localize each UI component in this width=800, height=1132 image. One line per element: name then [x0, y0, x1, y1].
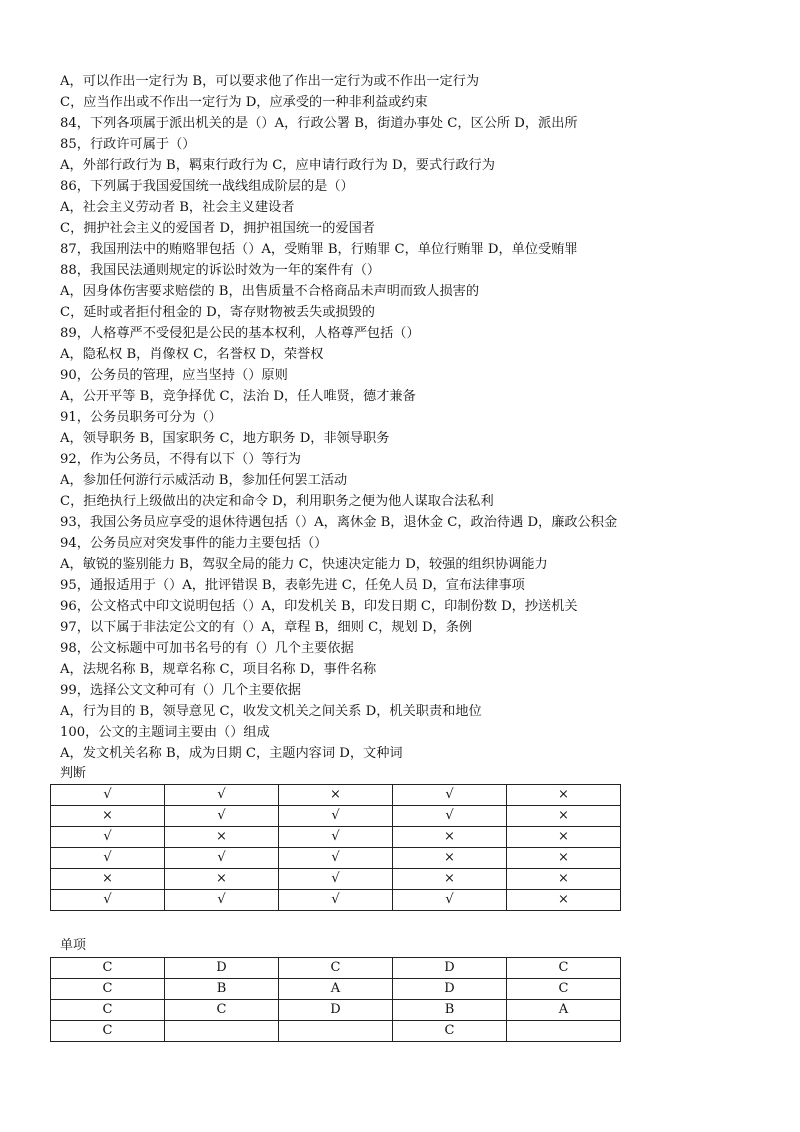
text-line: 97，以下属于非法定公文的有（）A，章程 B，细则 C，规划 D，条例 [60, 620, 473, 635]
table-row [51, 785, 621, 806]
judge-answer-cell: √ [393, 806, 507, 827]
single-choice-answer-cell: C [507, 979, 621, 1000]
single-choice-answer-cell: A [279, 979, 393, 1000]
single-choice-answer-table [50, 957, 621, 1042]
judge-answer-cell: √ [279, 806, 393, 827]
text-line: C，拒绝执行上级做出的决定和命令 D，利用职务之便为他人谋取合法私利 [60, 494, 494, 509]
text-line: A，因身体伤害要求赔偿的 B，出售质量不合格商品未声明而致人损害的 [60, 284, 480, 299]
text-line: A，外部行政行为 B，羁束行政行为 C，应申请行政行为 D，要式行政行为 [60, 158, 495, 173]
table-row [51, 806, 621, 827]
table-row [51, 1000, 621, 1021]
judge-answer-cell: √ [393, 785, 507, 806]
text-line: A，敏锐的鉴别能力 B，驾驭全局的能力 C，快速决定能力 D，较强的组织协调能力 [60, 557, 548, 572]
judge-answer-cell: × [51, 869, 165, 890]
judge-answer-cell: √ [51, 848, 165, 869]
text-line: C，延时或者拒付租金的 D，寄存财物被丢失或损毁的 [60, 305, 375, 320]
judge-answer-cell: √ [165, 848, 279, 869]
judge-answer-cell: × [507, 806, 621, 827]
judge-answer-cell: √ [393, 890, 507, 911]
table-row [51, 827, 621, 848]
judge-answer-cell: × [507, 869, 621, 890]
judge-answer-cell: √ [165, 806, 279, 827]
single-choice-answer-cell: C [165, 1000, 279, 1021]
single-choice-answer-cell: C [393, 1021, 507, 1042]
judge-answer-cell: √ [279, 848, 393, 869]
judge-answer-cell: × [51, 806, 165, 827]
single-choice-answer-cell: C [507, 958, 621, 979]
single-choice-answer-cell [507, 1021, 621, 1042]
judge-answer-cell: × [165, 869, 279, 890]
judge-answer-cell: × [507, 827, 621, 848]
table-row [51, 848, 621, 869]
judge-answer-cell: √ [279, 890, 393, 911]
text-line: 85，行政许可属于（） [60, 137, 196, 152]
single-choice-answer-cell: D [165, 958, 279, 979]
single-choice-answer-cell: D [393, 958, 507, 979]
judge-answer-cell: × [507, 890, 621, 911]
text-line: 91，公务员职务可分为（） [60, 410, 222, 425]
text-line: A，可以作出一定行为 B，可以要求他了作出一定行为或不作出一定行为 [60, 74, 480, 89]
judge-answer-cell: × [393, 827, 507, 848]
table-row [51, 1021, 621, 1042]
text-line: 88，我国民法通则规定的诉讼时效为一年的案件有（） [60, 263, 381, 278]
single-choice-answer-cell: D [393, 979, 507, 1000]
text-line: A，行为目的 B，领导意见 C，收发文机关之间关系 D，机关职责和地位 [60, 704, 482, 719]
judge-answer-cell: √ [165, 890, 279, 911]
single-choice-answer-cell [279, 1021, 393, 1042]
text-line: 98，公文标题中可加书名号的有（）几个主要依据 [60, 641, 354, 656]
single-choice-answer-cell: C [279, 958, 393, 979]
text-line: 87，我国刑法中的贿赂罪包括（）A，受贿罪 B，行贿罪 C，单位行贿罪 D，单位受贿罪 [60, 242, 578, 257]
single-choice-answer-cell: D [279, 1000, 393, 1021]
text-line: A，社会主义劳动者 B，社会主义建设者 [60, 200, 295, 215]
single-choice-answer-cell: A [507, 1000, 621, 1021]
text-line: A，发文机关名称 B，成为日期 C，主题内容词 D，文种词 [60, 746, 403, 761]
judge-answer-cell: √ [279, 827, 393, 848]
judge-answer-cell: √ [279, 869, 393, 890]
single-choice-answer-cell: C [51, 1000, 165, 1021]
judge-answer-cell: × [393, 869, 507, 890]
text-line: 96，公文格式中印文说明包括（）A，印发机关 B，印发日期 C，印制份数 D，抄送机关 [60, 599, 578, 614]
judge-answer-cell: √ [51, 827, 165, 848]
single-choice-answer-cell: B [165, 979, 279, 1000]
text-line: 100，公文的主题词主要由（）组成 [60, 725, 270, 740]
text-line: C，应当作出或不作出一定行为 D，应承受的一种非利益或约束 [60, 95, 428, 110]
text-line: A，隐私权 B，肖像权 C，名誉权 D，荣誉权 [60, 347, 324, 362]
text-line: A，参加任何游行示威活动 B，参加任何罢工活动 [60, 473, 348, 488]
text-line: A，法规名称 B，规章名称 C，项目名称 D，事件名称 [60, 662, 377, 677]
text-line: 90，公务员的管理，应当坚持（）原则 [60, 368, 288, 383]
text-line: 99，选择公文文种可有（）几个主要依据 [60, 683, 301, 698]
text-line: A，公开平等 B，竞争择优 C，法治 D，任人唯贤，德才兼备 [60, 389, 416, 404]
table-row [51, 869, 621, 890]
judge-answer-cell: √ [165, 785, 279, 806]
text-line: 86，下列属于我国爱国统一战线组成阶层的是（） [60, 179, 354, 194]
text-line: 92，作为公务员，不得有以下（）等行为 [60, 452, 301, 467]
judge-answer-cell: × [165, 827, 279, 848]
judge-answer-table [50, 784, 621, 911]
question-text-block [60, 71, 760, 764]
text-line: 89，人格尊严不受侵犯是公民的基本权利，人格尊严包括（） [60, 326, 420, 341]
single-choice-section-label: 单项 [60, 938, 87, 953]
text-line: 93，我国公务员应享受的退休待遇包括（）A，离休金 B，退休金 C，政治待遇 D，廉政公积金 [60, 515, 618, 530]
judge-section-label: 判断 [60, 766, 87, 781]
judge-answer-cell: × [507, 785, 621, 806]
text-line: 94，公务员应对突发事件的能力主要包括（） [60, 536, 328, 551]
text-line: C，拥护社会主义的爱国者 D，拥护祖国统一的爱国者 [60, 221, 375, 236]
single-choice-answer-cell: C [51, 1021, 165, 1042]
single-choice-answer-cell: C [51, 979, 165, 1000]
table-row [51, 958, 621, 979]
single-choice-answer-cell: C [51, 958, 165, 979]
judge-answer-cell: × [393, 848, 507, 869]
single-choice-answer-cell: B [393, 1000, 507, 1021]
judge-answer-cell: √ [51, 785, 165, 806]
table-row [51, 890, 621, 911]
table-row [51, 979, 621, 1000]
text-line: 95，通报适用于（）A，批评错误 B，表彰先进 C，任免人员 D，宣布法律事项 [60, 578, 525, 593]
judge-answer-cell: × [507, 848, 621, 869]
text-line: A，领导职务 B，国家职务 C，地方职务 D，非领导职务 [60, 431, 390, 446]
judge-answer-cell: √ [51, 890, 165, 911]
text-line: 84，下列各项属于派出机关的是（）A，行政公署 B，街道办事处 C，区公所 D，派出所 [60, 116, 578, 131]
single-choice-answer-cell [165, 1021, 279, 1042]
judge-answer-cell: × [279, 785, 393, 806]
